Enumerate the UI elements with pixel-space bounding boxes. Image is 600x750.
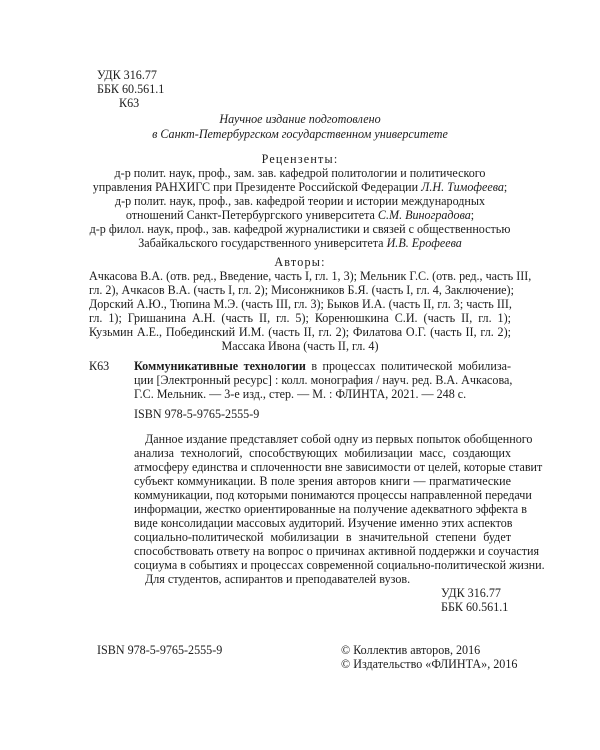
- prepared-line-1: Научное издание подготовлено: [219, 112, 381, 126]
- abstract-line: анализа технологий, способствующих мобилизации масс, создающих: [134, 446, 511, 460]
- authors-line: гл. 2), Ачкасов В.А. (часть I, гл. 2); Мисонжников Б.Я. (часть I, гл. 4, Заключение);: [89, 283, 514, 297]
- author-sign-code: К63: [119, 96, 140, 110]
- reviewer-2-line-2: отношений Санкт-Петербургского университета С.М. Виноградова;: [125, 208, 475, 222]
- reviewer-3-name: И.В. Ерофеева: [386, 236, 462, 250]
- authors-line: Кузьмин А.Е., Побединский И.М. (часть II, гл. 2); Филатова О.Г. (часть II, гл. 2);: [89, 325, 511, 339]
- abstract-line: виде консолидации массовых аудиторий. Изучение именно этих аспектов: [134, 516, 513, 530]
- authors-line: Дорский А.Ю., Тюпина М.Э. (часть III, гл. 3); Быков И.А. (часть II, гл. 3; часть III,: [89, 297, 512, 311]
- bottom-udk-code: УДК 316.77: [441, 586, 501, 600]
- isbn-line: ISBN 978-5-9765-2555-9: [134, 407, 260, 421]
- reviewer-1-line-2: управления РАНХИГС при Президенте Российской Федерации Л.Н. Тимофеева;: [92, 180, 508, 194]
- reviewer-2-name: С.М. Виноградова: [377, 208, 471, 222]
- copyright-authors: © Коллектив авторов, 2016: [341, 643, 481, 657]
- abstract-line: социума в событиях и процессах современной социально-политической жизни.: [134, 558, 545, 572]
- audience-line: Для студентов, аспирантов и преподавателей вузов.: [145, 572, 411, 586]
- reviewer-1-name: Л.Н. Тимофеева: [421, 180, 504, 194]
- copyright-publisher: © Издательство «ФЛИНТА», 2016: [341, 657, 518, 671]
- abstract-line: коммуникации, под которыми понимаются процессы направленной передачи: [134, 488, 532, 502]
- reviewers-heading: Рецензенты:: [261, 152, 339, 166]
- udk-code: УДК 316.77: [97, 68, 157, 82]
- book-title: Коммуникативные технологии: [134, 359, 306, 373]
- authors-heading: Авторы:: [274, 255, 326, 269]
- authors-line: гл. 1); Гришанина А.Н. (часть II, гл. 5); Коренюшкина С.И. (часть II, гл. 1);: [89, 311, 511, 325]
- abstract-line: атмосферу единства и сплоченности вне зависимости от целей, которые ставит: [134, 460, 543, 474]
- reviewer-3-line-1: д-р филол. наук, проф., зав. кафедрой журналистики и связей с общественностью: [89, 222, 511, 236]
- bottom-bbk-code: ББК 60.561.1: [441, 600, 509, 614]
- citation-code: К63: [89, 359, 110, 373]
- citation-line-3: Г.С. Мельник. — 3-е изд., стер. — М. : ФЛИНТА, 2021. — 248 с.: [134, 387, 467, 401]
- citation-line-2: ции [Электронный ресурс] : колл. монография / науч. ред. В.А. Ачкасова,: [134, 373, 513, 387]
- abstract-line: способствовать ответу на вопрос о причинах активной поддержки и соучастия: [134, 544, 540, 558]
- abstract-line: социально-политической мобилизации в значительной степени будет: [134, 530, 511, 544]
- authors-line: Ачкасова В.А. (отв. ред., Введение, часть I, гл. 1, 3); Мельник Г.С. (отв. ред., часть III,: [89, 269, 532, 283]
- abstract-line: информации, жестко ориентированные на получение адекватного эффекта в: [134, 502, 527, 516]
- abstract-line: Данное издание представляет собой одну из первых попыток обобщенного: [145, 432, 533, 446]
- citation-line-1: Коммуникативные технологии в процессах политической мобилиза-: [134, 359, 511, 373]
- prepared-line-2: в Санкт-Петербургском государственном университете: [152, 127, 448, 141]
- footer-isbn: ISBN 978-5-9765-2555-9: [97, 643, 223, 657]
- authors-last-line: Массака Ивона (часть II, гл. 4): [221, 339, 379, 353]
- bbk-code: ББК 60.561.1: [97, 82, 165, 96]
- reviewer-3-line-2: Забайкальского государственного университета И.В. Ерофеева: [138, 236, 462, 250]
- reviewer-2-line-1: д-р полит. наук, проф., зав. кафедрой теории и истории международных: [114, 194, 486, 208]
- abstract-line: субъект коммуникации. В поле зрения авторов книги — прагматические: [134, 474, 511, 488]
- reviewer-1-line-1: д-р полит. наук, проф., зам. зав. кафедрой политологии и политического: [114, 166, 486, 180]
